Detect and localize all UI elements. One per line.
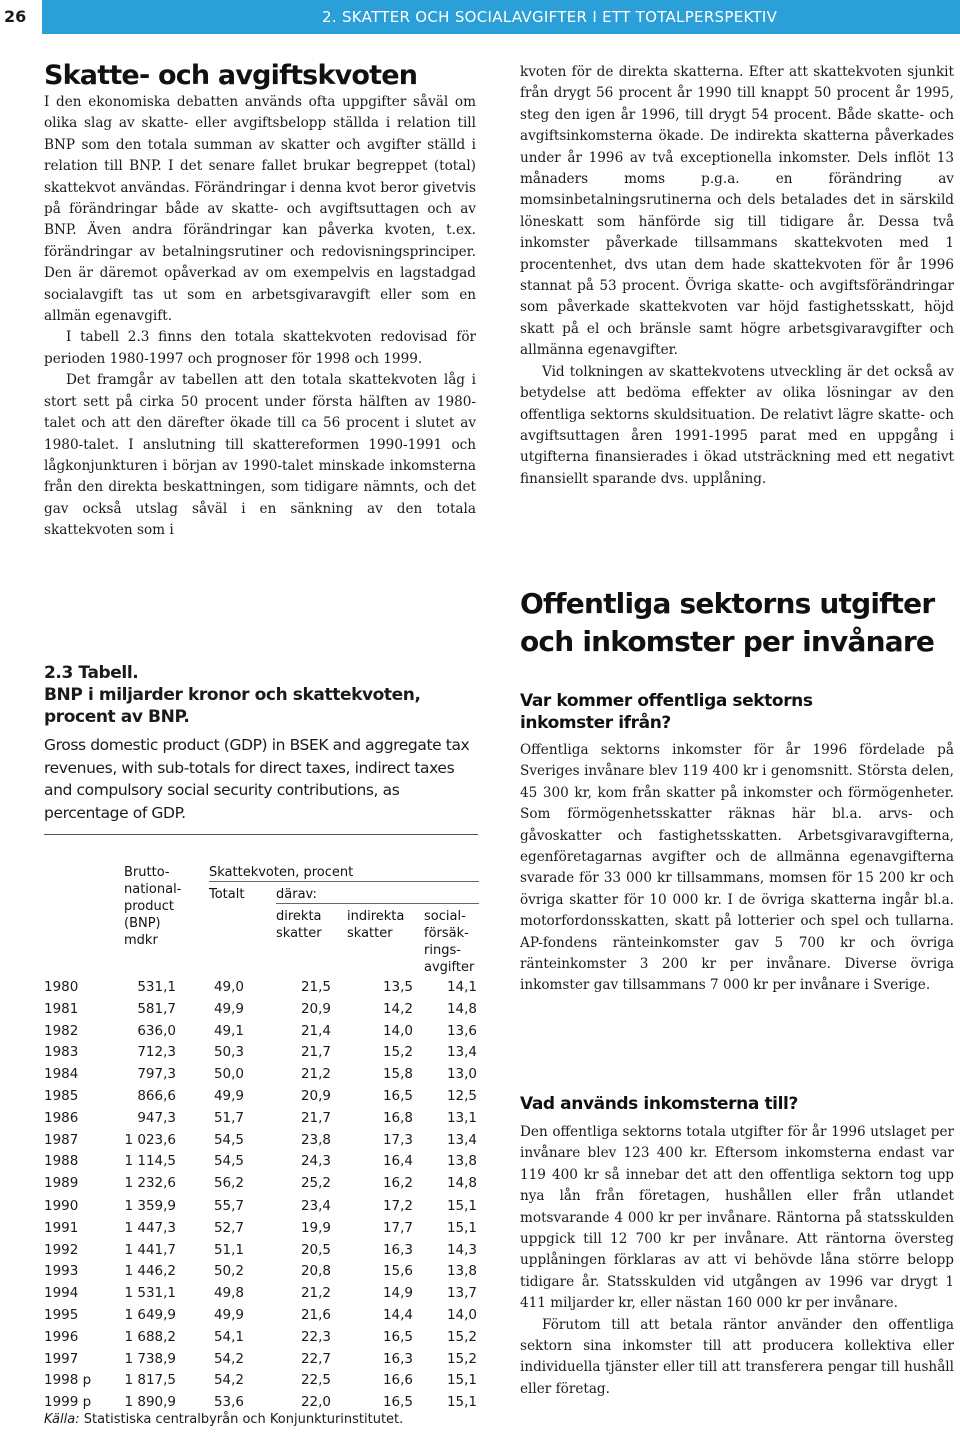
cell-indirect: 16,8 (382, 1109, 413, 1126)
cell-total: 49,9 (213, 1088, 244, 1104)
header-totalt: Totalt (209, 887, 245, 902)
cell-total: 54,5 (213, 1153, 244, 1170)
cell-direct: 20,9 (300, 1088, 331, 1104)
paragraph-6: Offentliga sektorns inkomster för år 1996 fördelade på Sveriges invånare blev 119 400 kr i genomsnitt. Största delen, 45 300 kr, kom från skatter på inkomster och förmögenheter. Som förmögenhetsskatter räknas här bl.a. arvs- och gåvoskatter och fastighetsskatten. Arbetsgivaravgifterna, egenföretagarnas avgifter och de allmänna egenavgifterna svarade för 33 000 kr tillsammans, momsen för 15 200 kr och övriga skatter för 10 000 kr. I de övriga skatterna ingår bl.a. motorfordonsskatten, skatt på lotterier och spel och tullarna. AP-fondens ränteinkomster gav 5 700 kr och övriga ränteinkomster 3 200 kr per invånare. Diverse övriga inkomster gav tillsammans 7 000 kr per invånare i Sverige. (520, 742, 954, 994)
cell-indirect: 16,5 (382, 1394, 413, 1411)
income-block (520, 740, 954, 997)
cell-gdp: 1 531,1 (124, 1285, 176, 1302)
cell-social: 13,7 (446, 1285, 477, 1302)
table-row (44, 1175, 476, 1197)
table-top-rule (44, 834, 478, 835)
cell-gdp: 581,7 (137, 1000, 176, 1017)
cell-direct: 21,4 (300, 1022, 331, 1039)
source-text: Statistiska centralbyrån och Konjunkturinstitutet. (79, 1412, 404, 1427)
cell-direct: 25,2 (300, 1175, 331, 1192)
cell-social: 14,8 (446, 1000, 477, 1017)
cell-gdp: 1 447,3 (124, 1219, 176, 1236)
cell-year: 1987 (44, 1131, 79, 1148)
cell-gdp: 1 890,9 (124, 1394, 176, 1411)
cell-social: 12,5 (446, 1088, 477, 1104)
table-row (44, 1153, 476, 1175)
cell-year: 1995 (44, 1307, 79, 1323)
table-row (44, 1066, 476, 1088)
table-row (44, 1329, 476, 1351)
cell-year: 1983 (44, 1044, 79, 1061)
paragraph-7: Den offentliga sektorns totala utgifter för år 1996 utslaget per invånare blev 123 400 kr. Eftersom inkomsterna endast var 119 400 kr så innebar det att den offentliga sektorn tog upp nya lån från företagen, hushållen eller från utlandet motsvarande 4 000 kr per invånare. Räntorna på statsskulden uppgick till 12 700 kr per invånare. Att räntorna översteg upplåningen förklaras av att vi behövde låna större belopp tidigare år. Statsskulden vid utgången av 1996 var drygt 1 411 miljarder kr, eller nästan 160 000 kr per invånare. (520, 1124, 954, 1312)
cell-gdp: 1 023,6 (124, 1131, 176, 1148)
table-row (44, 979, 476, 1001)
cell-indirect: 16,3 (382, 1241, 413, 1258)
cell-gdp: 636,0 (137, 1022, 176, 1039)
table-row (44, 1132, 476, 1154)
cell-gdp: 1 359,9 (124, 1198, 176, 1214)
header-indirekta: indirekta skatter (347, 909, 405, 941)
paragraph-8: Förutom till att betala räntor använder den offentliga sektorn sina inkomster till att producera kollektiva eller individuella tjänster eller till att transferera pengar till hushåll eller företag. (520, 1316, 954, 1397)
cell-total: 49,0 (213, 979, 244, 995)
section-header-bar: 2. SKATTER OCH SOCIALAVGIFTER I ETT TOTALPERSPEKTIV (42, 0, 960, 34)
right-column (520, 62, 954, 490)
cell-year: 1981 (44, 1000, 79, 1017)
cell-direct: 21,2 (300, 1066, 331, 1083)
page-header (0, 0, 960, 34)
table-number: 2.3 Tabell. (44, 663, 139, 683)
header-gdp: Brutto- national- product (BNP) mdkr (124, 865, 182, 948)
left-column (44, 92, 476, 542)
cell-total: 55,7 (213, 1198, 244, 1214)
cell-year: 1993 (44, 1263, 79, 1280)
subheading-income: Var kommer offentliga sektorns inkomster ifrån? (520, 691, 813, 733)
cell-year: 1990 (44, 1198, 79, 1214)
cell-indirect: 14,4 (382, 1307, 413, 1323)
cell-gdp: 1 817,5 (124, 1372, 176, 1389)
cell-direct: 19,9 (300, 1219, 331, 1236)
paragraph-5: Vid tolkningen av skattekvotens utveckling är det också av betydelse att bedöma effekter av olika lösningar av den offentliga sektorns skuldsituation. De relativt lägre skatte- och avgiftsuttagen åren 1991-1995 parat med en uppgång i utgifterna finansierades i ökad utsträckning med ett negativt finansiellt sparande dvs. upplåning. (520, 363, 954, 487)
table-caption (44, 662, 480, 824)
cell-total: 56,2 (213, 1175, 244, 1192)
cell-social: 15,1 (446, 1219, 477, 1236)
cell-indirect: 16,5 (382, 1328, 413, 1345)
cell-total: 52,7 (213, 1219, 244, 1236)
cell-social: 14,3 (446, 1241, 477, 1258)
cell-direct: 21,6 (300, 1307, 331, 1323)
table-row (44, 1088, 476, 1110)
cell-total: 50,2 (213, 1263, 244, 1280)
table-row (44, 1001, 476, 1023)
cell-direct: 23,4 (300, 1198, 331, 1214)
table-row (44, 1110, 476, 1132)
header-underline-1 (209, 881, 479, 882)
header-direkta: direkta skatter (276, 909, 322, 941)
cell-social: 13,4 (446, 1131, 477, 1148)
cell-indirect: 16,5 (382, 1088, 413, 1104)
cell-year: 1985 (44, 1088, 79, 1104)
cell-year: 1982 (44, 1022, 79, 1039)
cell-gdp: 1 649,9 (124, 1307, 176, 1323)
cell-total: 54,2 (213, 1372, 244, 1389)
cell-indirect: 15,8 (382, 1066, 413, 1083)
cell-indirect: 17,7 (382, 1219, 413, 1236)
cell-year: 1997 (44, 1350, 79, 1367)
cell-indirect: 15,6 (382, 1263, 413, 1280)
cell-total: 51,1 (213, 1241, 244, 1258)
cell-gdp: 531,1 (137, 979, 176, 995)
cell-gdp: 1 738,9 (124, 1350, 176, 1367)
paragraph-3: Det framgår av tabellen att den totala skattekvoten låg i stort sett på cirka 50 procent under första hälften av 1980-talet och att den därefter ökade till ca 56 procent i slutet av 1980-talet. I anslutning till skattereformen 1990-1991 och lågkonjunkturen i början av 1990-talet minskade inkomsterna från den direkta beskattningen, som tidigare nämnts, och det gav också utslag såväl i en sänkning av den totala skattekvoten som i (44, 372, 476, 539)
table-row (44, 1285, 476, 1307)
cell-total: 49,8 (213, 1285, 244, 1302)
table-source (44, 1412, 403, 1427)
cell-social: 13,8 (446, 1153, 477, 1170)
cell-social: 15,2 (446, 1350, 477, 1367)
paragraph-1: I den ekonomiska debatten används ofta uppgifter såväl om olika slag av skatte- eller avgiftsbelopp ställda i relation till BNP som den totala summan av skatter och avgifter ställd i relation till BNP. I det senare fallet brukar begreppet (total) skattekvot användas. Förändringar i denna kvot beror givetvis på förändringar både av skatte- och avgiftsuttagen och av BNP. Även andra förändringar kan påverka kvoten, t.ex. förändringar av betalningsrutiner och redovisningsprinciper. Den är däremot opåverkad av om exempelvis en lagstadgad socialavgift tas ut som en arbetsgivaravgift eller som en allmän egenavgift. (44, 94, 476, 325)
table-title: BNP i miljarder kronor och skattekvoten, procent av BNP. (44, 685, 421, 727)
cell-direct: 22,5 (300, 1372, 331, 1389)
cell-gdp: 797,3 (137, 1066, 176, 1083)
cell-direct: 20,8 (300, 1263, 331, 1280)
cell-direct: 21,5 (300, 979, 331, 995)
cell-year: 1989 (44, 1175, 79, 1192)
cell-year: 1984 (44, 1066, 79, 1083)
cell-year: 1980 (44, 979, 79, 995)
cell-direct: 21,7 (300, 1044, 331, 1061)
cell-social: 15,1 (446, 1394, 477, 1411)
cell-indirect: 16,4 (382, 1153, 413, 1170)
spending-block (520, 1122, 954, 1400)
cell-total: 49,9 (213, 1307, 244, 1323)
cell-direct: 24,3 (300, 1153, 331, 1170)
header-social: social- försäk- rings- avgifter (424, 909, 475, 975)
page-number: 26 (0, 0, 42, 34)
cell-year: 1998 p (44, 1372, 92, 1389)
cell-year: 1994 (44, 1285, 79, 1302)
cell-gdp: 866,6 (137, 1088, 176, 1104)
header-underline-2 (276, 903, 479, 904)
cell-social: 15,1 (446, 1198, 477, 1214)
cell-social: 13,6 (446, 1022, 477, 1039)
cell-direct: 21,2 (300, 1285, 331, 1302)
table-row (44, 1220, 476, 1242)
heading-per-capita: Offentliga sektorns utgifter och inkomster per invånare (520, 587, 935, 658)
cell-direct: 23,8 (300, 1131, 331, 1148)
cell-gdp: 712,3 (137, 1044, 176, 1061)
cell-indirect: 15,2 (382, 1044, 413, 1061)
cell-year: 1996 (44, 1328, 79, 1345)
cell-direct: 22,0 (300, 1394, 331, 1411)
table-row (44, 1242, 476, 1264)
section-title: Skatte- och avgiftskvoten (44, 60, 418, 91)
cell-total: 53,6 (213, 1394, 244, 1411)
cell-indirect: 16,3 (382, 1350, 413, 1367)
cell-indirect: 13,5 (382, 979, 413, 995)
cell-year: 1992 (44, 1241, 79, 1258)
table-row (44, 1044, 476, 1066)
header-skattekvot: Skattekvoten, procent (209, 865, 354, 880)
cell-total: 49,1 (213, 1022, 244, 1039)
cell-indirect: 17,3 (382, 1131, 413, 1148)
cell-social: 13,8 (446, 1263, 477, 1280)
paragraph-2: I tabell 2.3 finns den totala skattekvoten redovisad för perioden 1980-1997 och prognoser för 1998 och 1999. (44, 329, 476, 367)
paragraph-4: kvoten för de direkta skatterna. Efter att skattekvoten sjunkit från drygt 56 procent år 1990 till knappt 50 procent år 1995, steg den igen år 1996, till drygt 54 procent. Både skatte- och avgiftsinkomsterna ökade. De indirekta skatterna påverkades under år 1996 av två exceptionella inkomster. Dels inflöt 13 månaders moms p.g.a. en förändring av momsinbetalningsrutinerna och dels betalades det in särskild löneskatt som hänförde sig till tidigare år. Dessa två inkomster påverkade tillsammans skattekvoten med 1 procentenhet, dvs utan dem hade skattekvoten för år 1996 stannat på 53 procent. Övriga skatte- och avgiftsförändringar som påverkade skattekvoten var höjd fastighetsskatt, höjd skatt på el och bränsle samt högre arbetsgivaravgifter och allmänna egenavgifter. (520, 64, 954, 359)
subheading-spending: Vad används inkomsterna till? (520, 1094, 798, 1114)
header-darav: därav: (276, 887, 317, 902)
table-row (44, 1023, 476, 1045)
table-row (44, 1198, 476, 1220)
table-subtitle-en: Gross domestic product (GDP) in BSEK and aggregate tax revenues, with sub-totals for direct taxes, indirect taxes and compulsory social security contributions, as percentage of GDP. (44, 736, 470, 822)
cell-gdp: 947,3 (137, 1109, 176, 1126)
cell-direct: 22,7 (300, 1350, 331, 1367)
cell-indirect: 16,2 (382, 1175, 413, 1192)
table-row (44, 1263, 476, 1285)
table-row (44, 1307, 476, 1329)
cell-gdp: 1 114,5 (124, 1153, 176, 1170)
cell-year: 1988 (44, 1153, 79, 1170)
cell-social: 14,8 (446, 1175, 477, 1192)
cell-total: 54,2 (213, 1350, 244, 1367)
cell-total: 49,9 (213, 1000, 244, 1017)
cell-year: 1999 p (44, 1394, 92, 1411)
cell-total: 50,0 (213, 1066, 244, 1083)
table-row (44, 1351, 476, 1373)
cell-direct: 22,3 (300, 1328, 331, 1345)
cell-social: 13,0 (446, 1066, 477, 1083)
cell-direct: 20,9 (300, 1000, 331, 1017)
cell-indirect: 14,0 (382, 1022, 413, 1039)
cell-total: 50,3 (213, 1044, 244, 1061)
cell-gdp: 1 232,6 (124, 1175, 176, 1192)
cell-social: 14,1 (446, 979, 477, 995)
cell-total: 54,5 (213, 1131, 244, 1148)
cell-direct: 20,5 (300, 1241, 331, 1258)
cell-indirect: 16,6 (382, 1372, 413, 1389)
cell-year: 1991 (44, 1219, 79, 1236)
cell-year: 1986 (44, 1109, 79, 1126)
cell-total: 51,7 (213, 1109, 244, 1126)
cell-social: 15,2 (446, 1328, 477, 1345)
cell-social: 13,4 (446, 1044, 477, 1061)
cell-total: 54,1 (213, 1328, 244, 1345)
cell-direct: 21,7 (300, 1109, 331, 1126)
cell-gdp: 1 446,2 (124, 1263, 176, 1280)
table-row (44, 1372, 476, 1394)
cell-gdp: 1 688,2 (124, 1328, 176, 1345)
cell-gdp: 1 441,7 (124, 1241, 176, 1258)
cell-indirect: 17,2 (382, 1198, 413, 1214)
cell-social: 13,1 (446, 1109, 477, 1126)
cell-social: 15,1 (446, 1372, 477, 1389)
cell-indirect: 14,9 (382, 1285, 413, 1302)
cell-indirect: 14,2 (382, 1000, 413, 1017)
cell-social: 14,0 (446, 1307, 477, 1323)
source-label: Källa: (44, 1412, 80, 1427)
